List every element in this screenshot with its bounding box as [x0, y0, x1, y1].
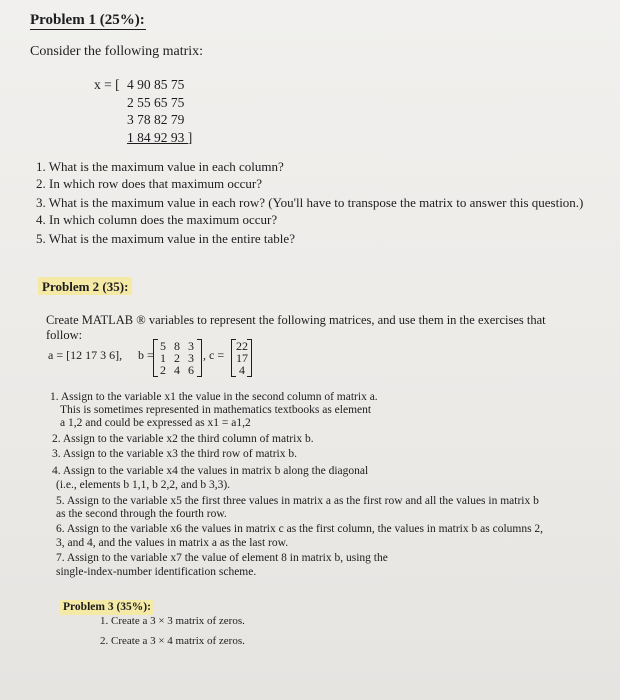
- matrix-b-cell: 6: [188, 363, 194, 377]
- problem-2-intro-line: follow:: [46, 328, 83, 342]
- matrix-b-label: b =: [138, 348, 154, 362]
- matrix-b-cell: 3: [188, 351, 194, 365]
- problem-3-title: Problem 3 (35%):: [60, 600, 154, 615]
- matrix-b-cell: 8: [174, 339, 180, 353]
- exercise-line: (i.e., elements b 1,1, b 2,2, and b 3,3).: [56, 479, 231, 491]
- exercise-line: single-index-number identification scheme.: [56, 566, 257, 578]
- exercise-line: This is sometimes represented in mathematics textbooks as element: [60, 404, 372, 416]
- exercise-line: 3. Assign to the variable x3 the third row of matrix b.: [52, 448, 297, 460]
- exercise-line: a 1,2 and could be expressed as x1 = a1,2: [60, 417, 251, 429]
- matrix-x-row: 4 90 85 75: [127, 77, 185, 92]
- question-item: 5. What is the maximum value in the entire table?: [36, 231, 295, 246]
- matrix-x-row: 2 55 65 75: [127, 94, 185, 110]
- matrix-c-label: , c =: [203, 348, 225, 362]
- matrix-x-row: 1 84 92 93 ]: [127, 129, 193, 145]
- exercise-line: 1. Assign to the variable x1 the value in the second column of matrix a.: [50, 391, 378, 403]
- matrix-b-cell: 1: [160, 351, 166, 365]
- problem-1-title: Problem 1 (25%):: [30, 12, 145, 28]
- exercise-line: 4. Assign to the variable x4 the values in matrix b along the diagonal: [52, 465, 369, 477]
- matrix-b-cell: 2: [160, 363, 166, 377]
- matrix-a-definition: a = [12 17 3 6],: [48, 348, 123, 362]
- matrix-x-row: 3 78 82 79: [127, 112, 185, 127]
- matrix-x-label: x = [: [94, 77, 120, 92]
- problem-1-intro: Consider the following matrix:: [30, 44, 204, 59]
- problem-3-item: 1. Create a 3 × 3 matrix of zeros.: [100, 615, 245, 627]
- exercise-line: 2. Assign to the variable x2 the third column of matrix b.: [52, 433, 314, 445]
- matrix-c-cell: 17: [236, 351, 248, 365]
- exercise-line: as the second through the fourth row.: [56, 508, 227, 520]
- question-item: 3. What is the maximum value in each row? (You'll have to transpose the matrix to answer this question.): [36, 195, 584, 210]
- matrix-c-right-bracket: [247, 339, 252, 377]
- exercise-line: 6. Assign to the variable x6 the values in matrix c as the first column, the values in matrix b as columns 2,: [56, 523, 544, 535]
- exercise-line: 7. Assign to the variable x7 the value of element 8 in matrix b, using the: [56, 552, 388, 564]
- exercise-line: 3, and 4, and the values in matrix a as the last row.: [56, 537, 289, 549]
- question-item: 2. In which row does that maximum occur?: [36, 176, 262, 191]
- matrix-b: [156, 340, 198, 376]
- exercise-line: 5. Assign to the variable x5 the first three values in matrix a as the first row and all the values in matrix b: [56, 495, 539, 507]
- problem-2-intro: [46, 313, 546, 343]
- problem-3-item: 2. Create a 3 × 4 matrix of zeros.: [100, 635, 245, 647]
- matrix-b-cell: 5: [160, 339, 166, 353]
- matrix-c-cell: 4: [239, 363, 245, 377]
- problem-2-intro-line: Create MATLAB ® variables to represent the following matrices, and use them in the exercises that: [46, 313, 546, 327]
- problem-2-title: Problem 2 (35):: [38, 277, 132, 295]
- question-item: 1. What is the maximum value in each column?: [36, 159, 284, 174]
- matrix-b-cell: 2: [174, 351, 180, 365]
- matrix-c-cell: 22: [236, 339, 248, 353]
- matrix-b-cell: 4: [174, 363, 180, 377]
- matrix-x: [94, 76, 192, 146]
- matrix-b-right-bracket: [197, 339, 202, 377]
- question-item: 4. In which column does the maximum occur?: [36, 212, 278, 227]
- matrix-b-cell: 3: [188, 339, 194, 353]
